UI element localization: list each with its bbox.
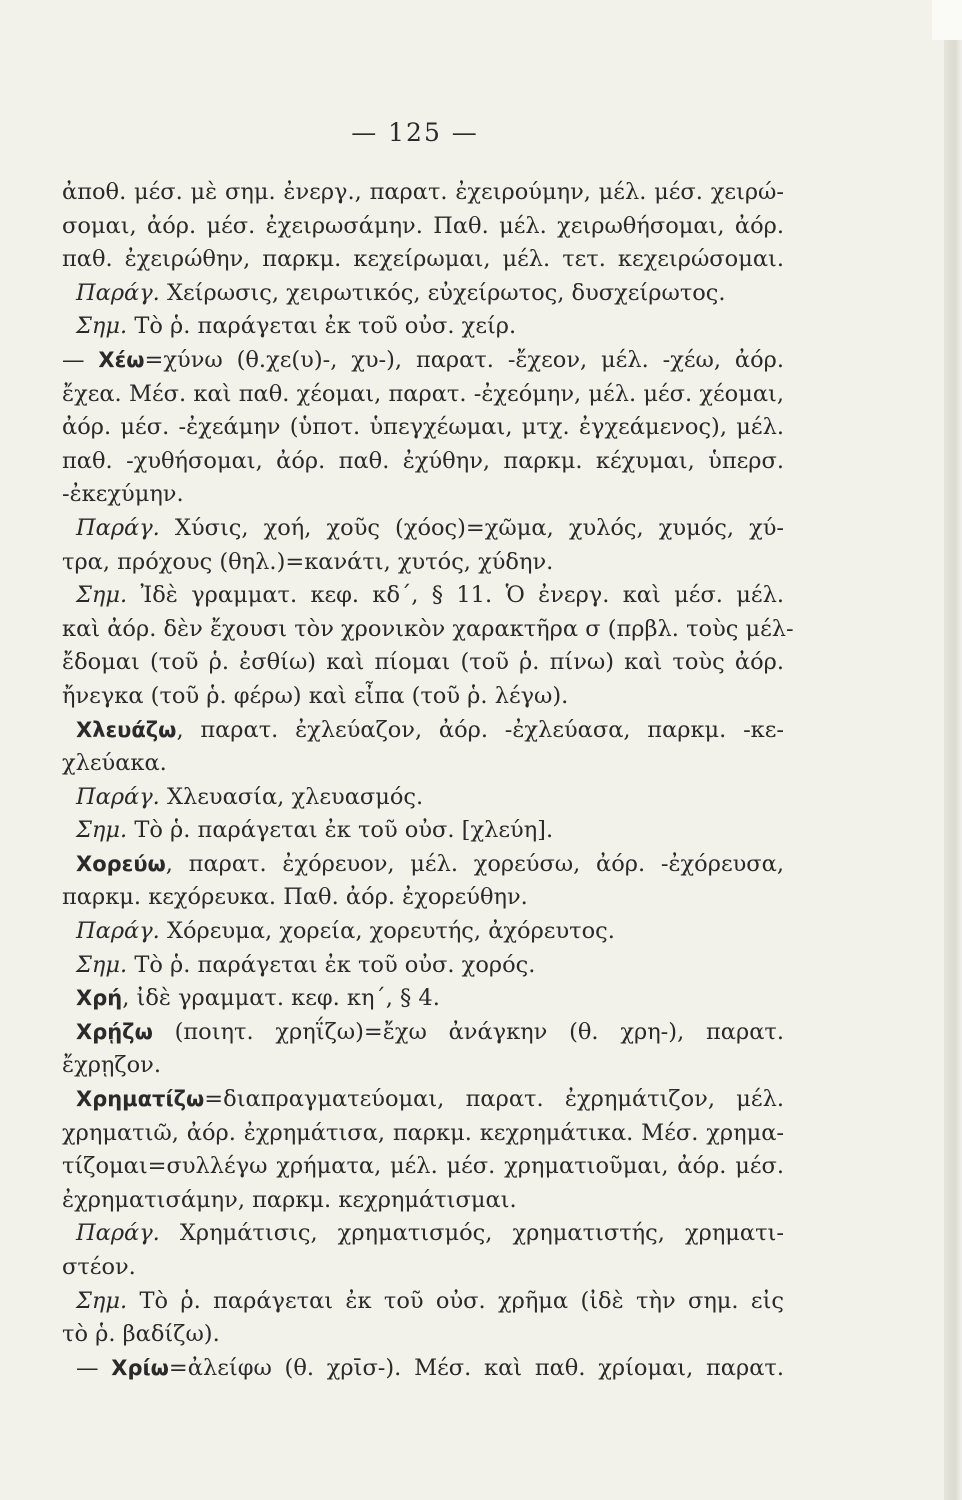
text-segment: ἐχρηματισάμην, παρκμ. κεχρημάτισμαι. [62, 1186, 517, 1213]
text-segment: , παρατ. ἐχλεύαζον, ἀόρ. -ἐχλεύασα, παρκμ. -κε- [176, 716, 784, 743]
text-line [62, 714, 784, 748]
text-line [62, 176, 784, 210]
text-segment: τρα, πρόχους (θηλ.)=κανάτι, χυτός, χύδην. [62, 548, 554, 575]
section-label: Σημ. [76, 817, 128, 844]
text-line [62, 747, 784, 781]
text-line [62, 1251, 784, 1285]
text-segment: Χόρευμα, χορεία, χορευτής, ἀχόρευτος. [159, 918, 615, 945]
text-line [62, 781, 784, 815]
text-line [62, 579, 784, 613]
text-line [62, 848, 784, 882]
text-segment: Τὸ ῥ. παράγεται ἐκ τοῦ οὐσ. χείρ. [127, 313, 517, 340]
section-label: Παράγ. [76, 279, 160, 306]
headword: Χρηματίζω [76, 1087, 205, 1112]
text-line [62, 1049, 784, 1083]
section-label: Σημ. [76, 951, 128, 978]
section-label: Παράγ. [76, 1220, 160, 1247]
text-segment: ἀποθ. μέσ. μὲ σημ. ἐνεργ., παρατ. ἐχειρούμην, μέλ. μέσ. χειρώ- [62, 179, 784, 205]
text-segment: (ποιητ. χρηΐζω)=ἔχω ἀνάγκην (θ. χρη-), παρατ. [152, 1018, 784, 1045]
headword: Χέω [98, 347, 145, 372]
text-line [62, 478, 784, 512]
text-segment: ἔχρῃζον. [62, 1052, 161, 1079]
text-segment: σομαι, ἀόρ. μέσ. ἐχειρωσάμην. Παθ. μέλ. χειρωθήσομαι, ἀόρ. [62, 212, 784, 239]
text-line [62, 1117, 784, 1151]
text-line [62, 1352, 784, 1386]
page-edge [944, 0, 962, 1500]
text-line [62, 814, 784, 848]
text-line [62, 546, 784, 580]
text-segment: Ἰδὲ γραμματ. κεφ. κδ΄, § 11. Ὁ ἐνεργ. καὶ μέσ. μέλ. [127, 582, 784, 609]
text-segment: παθ. ἐχειρώθην, παρκμ. κεχείρωμαι, μέλ. τετ. κεχειρώσομαι. [62, 246, 784, 273]
text-segment: τὸ ῥ. βαδίζω). [62, 1321, 220, 1348]
text-line [62, 915, 784, 949]
text-line [62, 310, 784, 344]
section-label: Σημ. [76, 1287, 128, 1314]
text-segment: ἀόρ. μέσ. -ἐχεάμην (ὑποτ. ὑπεγχέωμαι, μτχ. ἐγχεάμενος), μέλ. [62, 414, 784, 441]
text-segment: τίζομαι=συλλέγω χρήματα, μέλ. μέσ. χρηματιοῦμαι, ἀόρ. μέσ. [62, 1153, 784, 1180]
text-line [62, 982, 784, 1016]
text-segment: Τὸ ῥ. παράγεται ἐκ τοῦ οὐσ. χορός. [127, 951, 536, 978]
text-line [62, 411, 784, 445]
page-number: — 125 — [351, 118, 479, 147]
text-segment: — [76, 1354, 112, 1381]
text-segment: Χείρωσις, χειρωτικός, εὐχείρωτος, δυσχείρωτος. [159, 279, 726, 306]
text-line [62, 646, 784, 680]
text-line [62, 445, 784, 479]
text-line [62, 1083, 784, 1117]
text-segment: στέον. [62, 1254, 136, 1280]
section-label: Παράγ. [76, 918, 160, 945]
text-line [62, 1016, 784, 1050]
text-segment: χλεύακα. [62, 750, 167, 777]
text-segment: καὶ ἀόρ. δὲν ἔχουσι τὸν χρονικὸν χαρακτῆρα σ (πρβλ. τοὺς μέλ- [62, 615, 794, 642]
text-segment: παθ. -χυθήσομαι, ἀόρ. παθ. ἐχύθην, παρκμ. κέχυμαι, ὑπερσ. [62, 447, 784, 474]
text-segment: Χλευασία, χλευασμός. [159, 783, 424, 810]
text-segment: =χύνω (θ.χε(υ)-, χυ-), παρατ. -ἔχεον, μέλ. -χέω, ἀόρ. [144, 346, 785, 373]
text-segment: Χρημάτισις, χρηματισμός, χρηματιστής, χρηματι- [159, 1220, 784, 1247]
text-line [62, 613, 794, 647]
headword: Χορεύω [76, 851, 166, 876]
text-line [62, 1184, 784, 1218]
text-line [62, 378, 784, 412]
text-line [62, 344, 784, 378]
text-segment: =διαπραγματεύομαι, παρατ. ἐχρημάτιζον, μέλ. [204, 1086, 784, 1113]
page-corner [932, 0, 962, 40]
text-segment: ἤνεγκα (τοῦ ῥ. φέρω) καὶ εἶπα (τοῦ ῥ. λέγω). [62, 682, 569, 709]
text-line [62, 277, 784, 311]
headword: Χρίω [111, 1355, 169, 1380]
section-label: Παράγ. [76, 514, 160, 541]
headword: Χρή [76, 986, 123, 1011]
text-line [62, 1150, 784, 1184]
text-segment: , ἰδὲ γραμματ. κεφ. κη΄, § 4. [122, 985, 440, 1012]
text-segment: ἔχεα. Μέσ. καὶ παθ. χέομαι, παρατ. -ἐχεόμην, μέλ. μέσ. χέομαι, [62, 380, 784, 407]
text-segment: Τὸ ῥ. παράγεται ἐκ τοῦ οὐσ. [χλεύη]. [127, 817, 554, 844]
text-segment: =ἀλείφω (θ. χρῑσ-). Μέσ. καὶ παθ. χρίομαι, παρατ. [168, 1354, 785, 1381]
text-line [62, 512, 784, 546]
text-segment: Τὸ ῥ. παράγεται ἐκ τοῦ οὐσ. χρῆμα (ἰδὲ τὴν σημ. εἰς [127, 1287, 784, 1314]
text-line [62, 1217, 784, 1251]
headword: Χλευάζω [76, 717, 177, 742]
headword: Χρῄζω [76, 1019, 153, 1044]
section-label: Σημ. [76, 582, 128, 609]
text-segment: , παρατ. ἐχόρευον, μέλ. χορεύσω, ἀόρ. -ἐχόρευσα, [165, 850, 784, 877]
body-text [62, 176, 794, 1385]
text-segment: ἔδομαι (τοῦ ῥ. ἐσθίω) καὶ πίομαι (τοῦ ῥ. πίνω) καὶ τοὺς ἀόρ. [62, 649, 784, 676]
text-segment: Χύσις, χοή, χοῦς (χόος)=χῶμα, χυλός, χυμός, χύ- [159, 514, 784, 541]
text-line [62, 1285, 784, 1319]
text-line [62, 1318, 784, 1352]
text-line [62, 881, 784, 915]
text-segment: χρηματιῶ, ἀόρ. ἐχρημάτισα, παρκμ. κεχρημάτικα. Μέσ. χρημα- [62, 1119, 784, 1146]
text-line [62, 243, 784, 277]
text-line [62, 680, 784, 714]
section-label: Σημ. [76, 313, 128, 340]
section-label: Παράγ. [76, 783, 160, 810]
text-line [62, 210, 784, 244]
text-segment: -ἐκεχύμην. [62, 481, 184, 508]
text-line [62, 949, 784, 983]
text-segment: — [62, 346, 99, 373]
text-segment: παρκμ. κεχόρευκα. Παθ. ἀόρ. ἐχορεύθην. [62, 884, 528, 911]
